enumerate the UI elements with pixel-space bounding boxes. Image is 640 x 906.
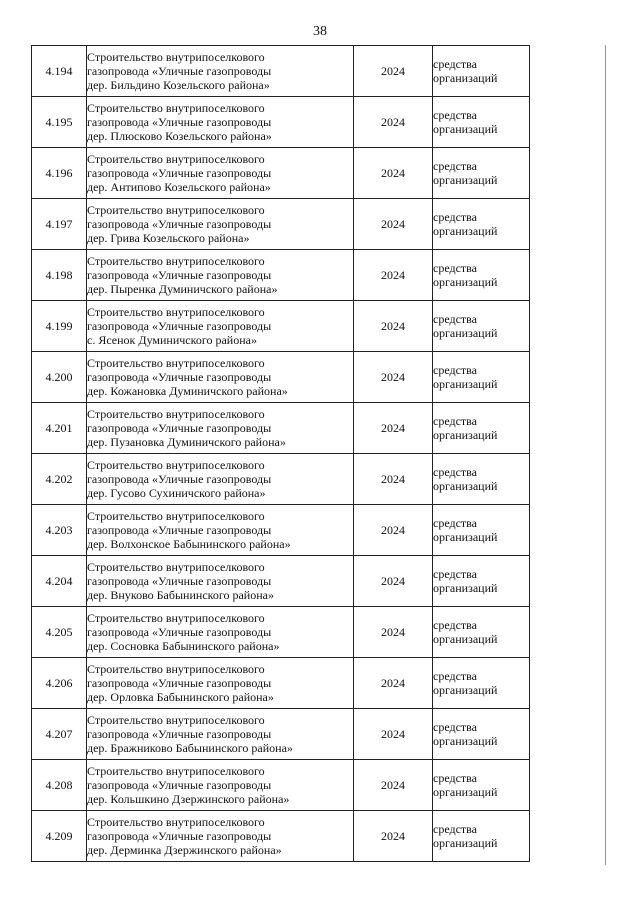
table-row [32, 352, 530, 403]
project-title-line-2: газопровода «Уличные газопроводы [87, 370, 272, 384]
project-year: 2024 [354, 556, 433, 607]
project-title [87, 148, 354, 199]
project-year: 2024 [354, 148, 433, 199]
funding-source [433, 454, 530, 505]
project-year: 2024 [354, 97, 433, 148]
funding-source-line-2: организаций [433, 581, 498, 595]
funding-source-line-1: средства [433, 669, 478, 683]
table-row [32, 148, 530, 199]
project-title-line-2: газопровода «Уличные газопроводы [87, 64, 272, 78]
project-title-line-1: Строительство внутрипоселкового [87, 458, 265, 472]
project-title-line-3: дер. Орловка Бабынинского района» [87, 690, 274, 704]
table-row [32, 403, 530, 454]
row-number: 4.201 [32, 403, 87, 454]
funding-source [433, 46, 530, 97]
project-title-line-1: Строительство внутрипоселкового [87, 611, 265, 625]
row-number: 4.195 [32, 97, 87, 148]
row-number: 4.197 [32, 199, 87, 250]
project-year: 2024 [354, 709, 433, 760]
project-year: 2024 [354, 760, 433, 811]
project-title-line-3: дер. Пузановка Думиничского района» [87, 435, 286, 449]
funding-source [433, 811, 530, 862]
project-title-line-3: дер. Сосновка Бабынинского района» [87, 639, 280, 653]
table-row [32, 607, 530, 658]
project-title-line-1: Строительство внутрипоселкового [87, 254, 265, 268]
project-year: 2024 [354, 505, 433, 556]
project-title-line-3: дер. Волхонское Бабынинского района» [87, 537, 291, 551]
project-title-line-1: Строительство внутрипоселкового [87, 101, 265, 115]
funding-source-line-2: организаций [433, 530, 498, 544]
table-row [32, 760, 530, 811]
project-title [87, 556, 354, 607]
funding-source-line-1: средства [433, 414, 478, 428]
funding-source-line-2: организаций [433, 734, 498, 748]
project-title-line-2: газопровода «Уличные газопроводы [87, 625, 272, 639]
funding-source [433, 301, 530, 352]
project-title-line-1: Строительство внутрипоселкового [87, 407, 265, 421]
project-title-line-3: с. Ясенок Думиничского района» [87, 333, 257, 347]
funding-source [433, 556, 530, 607]
row-number: 4.206 [32, 658, 87, 709]
project-title-line-2: газопровода «Уличные газопроводы [87, 217, 272, 231]
funding-source-line-2: организаций [433, 275, 498, 289]
project-title-line-2: газопровода «Уличные газопроводы [87, 472, 272, 486]
funding-source [433, 97, 530, 148]
funding-source-line-1: средства [433, 771, 478, 785]
project-title [87, 403, 354, 454]
project-title-line-3: дер. Бильдино Козельского района» [87, 78, 270, 92]
funding-source-line-1: средства [433, 108, 478, 122]
funding-source [433, 148, 530, 199]
project-title-line-3: дер. Кожановка Думиничского района» [87, 384, 288, 398]
row-number: 4.202 [32, 454, 87, 505]
funding-source-line-2: организаций [433, 428, 498, 442]
table-row [32, 199, 530, 250]
row-number: 4.194 [32, 46, 87, 97]
project-title-line-1: Строительство внутрипоселкового [87, 764, 265, 778]
project-title-line-1: Строительство внутрипоселкового [87, 662, 265, 676]
funding-source-line-1: средства [433, 822, 478, 836]
funding-source-line-1: средства [433, 516, 478, 530]
row-number: 4.209 [32, 811, 87, 862]
table-row [32, 811, 530, 862]
table-row [32, 709, 530, 760]
project-title [87, 454, 354, 505]
funding-source-line-1: средства [433, 720, 478, 734]
funding-source [433, 658, 530, 709]
row-number: 4.203 [32, 505, 87, 556]
project-title-line-3: дер. Плюсково Козельского района» [87, 129, 272, 143]
project-title [87, 811, 354, 862]
funding-source [433, 760, 530, 811]
project-title-line-3: дер. Кольшкино Дзержинского района» [87, 792, 290, 806]
project-title [87, 709, 354, 760]
project-title-line-3: дер. Бражниково Бабынинского района» [87, 741, 293, 755]
project-year: 2024 [354, 811, 433, 862]
project-title-line-2: газопровода «Уличные газопроводы [87, 319, 272, 333]
funding-source [433, 607, 530, 658]
project-title-line-1: Строительство внутрипоселкового [87, 815, 265, 829]
funding-source-line-1: средства [433, 57, 478, 71]
project-title [87, 301, 354, 352]
funding-source [433, 505, 530, 556]
funding-source-line-1: средства [433, 618, 478, 632]
table-row [32, 46, 530, 97]
project-title-line-3: дер. Дерминка Дзержинского района» [87, 843, 282, 857]
funding-source-line-2: организаций [433, 836, 498, 850]
project-title-line-1: Строительство внутрипоселкового [87, 713, 265, 727]
project-title-line-3: дер. Внуково Бабынинского района» [87, 588, 274, 602]
funding-source-line-1: средства [433, 210, 478, 224]
row-number: 4.199 [32, 301, 87, 352]
funding-source-line-2: организаций [433, 377, 498, 391]
project-title-line-3: дер. Пыренка Думиничского района» [87, 282, 278, 296]
project-title [87, 352, 354, 403]
row-number: 4.207 [32, 709, 87, 760]
table-row [32, 301, 530, 352]
project-year: 2024 [354, 403, 433, 454]
funding-source-line-2: организаций [433, 785, 498, 799]
project-title-line-1: Строительство внутрипоселкового [87, 203, 265, 217]
project-year: 2024 [354, 199, 433, 250]
project-year: 2024 [354, 352, 433, 403]
table-row [32, 97, 530, 148]
project-title-line-3: дер. Антипово Козельского района» [87, 180, 271, 194]
funding-source [433, 709, 530, 760]
project-year: 2024 [354, 658, 433, 709]
project-title-line-2: газопровода «Уличные газопроводы [87, 523, 272, 537]
project-title-line-1: Строительство внутрипоселкового [87, 509, 265, 523]
funding-source-line-1: средства [433, 312, 478, 326]
funding-source-line-1: средства [433, 465, 478, 479]
project-title [87, 250, 354, 301]
project-title-line-2: газопровода «Уличные газопроводы [87, 115, 272, 129]
project-title-line-2: газопровода «Уличные газопроводы [87, 574, 272, 588]
funding-source-line-2: организаций [433, 122, 498, 136]
project-title-line-2: газопровода «Уличные газопроводы [87, 166, 272, 180]
project-title [87, 46, 354, 97]
row-number: 4.200 [32, 352, 87, 403]
project-title-line-1: Строительство внутрипоселкового [87, 356, 265, 370]
project-title [87, 199, 354, 250]
project-title [87, 607, 354, 658]
project-title-line-1: Строительство внутрипоселкового [87, 152, 265, 166]
row-number: 4.208 [32, 760, 87, 811]
table-row [32, 658, 530, 709]
funding-source-line-2: организаций [433, 632, 498, 646]
table-row [32, 505, 530, 556]
project-title-line-2: газопровода «Уличные газопроводы [87, 829, 272, 843]
project-year: 2024 [354, 454, 433, 505]
funding-source-line-2: организаций [433, 683, 498, 697]
project-title-line-2: газопровода «Уличные газопроводы [87, 676, 272, 690]
project-title-line-2: газопровода «Уличные газопроводы [87, 778, 272, 792]
table-row [32, 250, 530, 301]
project-title [87, 658, 354, 709]
project-year: 2024 [354, 250, 433, 301]
funding-source-line-1: средства [433, 159, 478, 173]
funding-source-line-2: организаций [433, 173, 498, 187]
project-title-line-3: дер. Грива Козельского района» [87, 231, 250, 245]
row-number: 4.196 [32, 148, 87, 199]
funding-source-line-2: организаций [433, 71, 498, 85]
project-title [87, 760, 354, 811]
project-title-line-2: газопровода «Уличные газопроводы [87, 421, 272, 435]
project-year: 2024 [354, 301, 433, 352]
project-title-line-1: Строительство внутрипоселкового [87, 560, 265, 574]
funding-source-line-2: организаций [433, 326, 498, 340]
row-number: 4.198 [32, 250, 87, 301]
funding-source [433, 352, 530, 403]
project-title-line-1: Строительство внутрипоселкового [87, 305, 265, 319]
project-title-line-2: газопровода «Уличные газопроводы [87, 727, 272, 741]
row-number: 4.204 [32, 556, 87, 607]
table-row [32, 556, 530, 607]
table-body [32, 46, 530, 862]
project-title-line-2: газопровода «Уличные газопроводы [87, 268, 272, 282]
funding-source-line-2: организаций [433, 479, 498, 493]
page-number: 38 [313, 24, 327, 39]
funding-source-line-1: средства [433, 363, 478, 377]
funding-source-line-1: средства [433, 567, 478, 581]
project-title [87, 505, 354, 556]
funding-source-line-1: средства [433, 261, 478, 275]
project-year: 2024 [354, 607, 433, 658]
funding-source [433, 403, 530, 454]
project-year: 2024 [354, 46, 433, 97]
project-table [31, 45, 530, 862]
funding-source [433, 250, 530, 301]
project-title [87, 97, 354, 148]
project-title-line-1: Строительство внутрипоселкового [87, 50, 265, 64]
funding-source-line-2: организаций [433, 224, 498, 238]
project-title-line-3: дер. Гусово Сухиничского района» [87, 486, 266, 500]
scan-edge-line [605, 45, 606, 865]
table-row [32, 454, 530, 505]
funding-source [433, 199, 530, 250]
row-number: 4.205 [32, 607, 87, 658]
